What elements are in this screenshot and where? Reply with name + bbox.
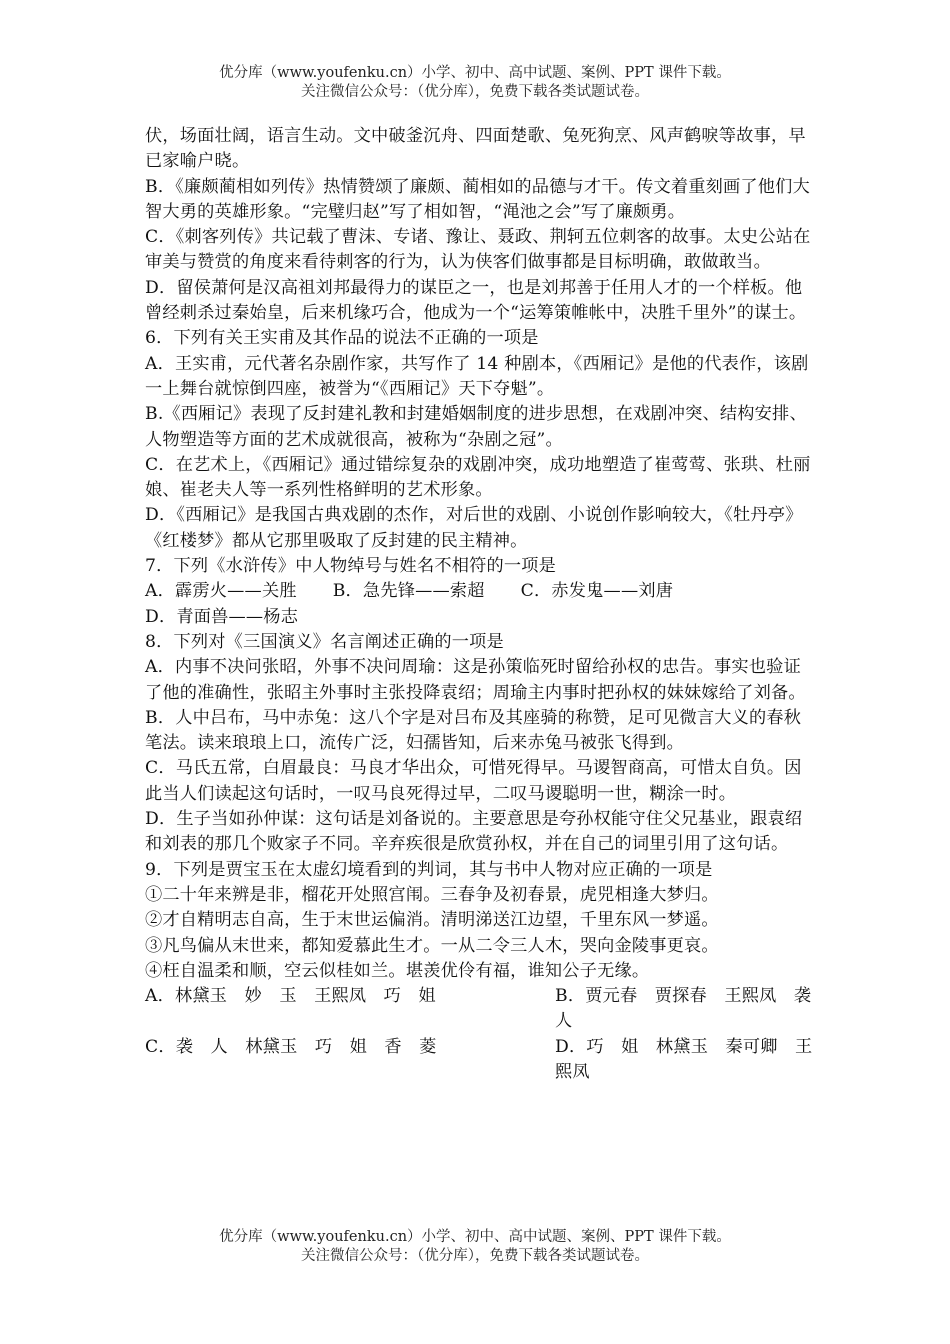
q7-stem: 7．下列《水浒传》中人物绰号与姓名不相符的一项是 <box>145 556 557 577</box>
document-body <box>145 124 829 1085</box>
q6-option-c: C．在艺术上，《西厢记》通过错综复杂的戏剧冲突，成功地塑造了崔莺莺、张珙、杜丽娘、崔老夫人等一系列性格鲜明的艺术形象。 <box>145 454 811 501</box>
q6-option-b: B.《西厢记》表现了反封建礼教和封建婚姻制度的进步思想，在戏剧冲突、结构安排、人物塑造等方面的艺术成就很高，被称为“杂剧之冠”。 <box>145 404 807 450</box>
q6-option-a: A．王实甫，元代著名杂剧作家，共写作了 14 种剧本，《西厢记》是他的代表作，该剧一上舞台就惊倒四座，被誉为“《西厢记》天下夺魁”。 <box>145 353 809 399</box>
q5-option-b: B．《廉颇蔺相如列传》热情赞颂了廉颇、蔺相如的品德与才干。传文着重刻画了他们大智大勇的英雄形象。“完璧归赵”写了相如智，“渑池之会”写了廉颇勇。 <box>145 176 810 222</box>
header-line-1: 优分库（www.youfenku.cn）小学、初中、高中试题、案例、PPT 课件下载。 <box>219 65 731 81</box>
q9-option-c: C．袭 人 林黛玉 巧 姐 香 菱 <box>145 1036 437 1057</box>
q7-option-c: C．赤发鬼——刘唐 <box>520 581 674 602</box>
page-header <box>0 64 950 102</box>
q9-verse-3: ③凡鸟偏从末世来，都知爱慕此生才。一从二令三人木，哭向金陵事更哀。 <box>145 935 719 956</box>
q8-option-b: B．人中吕布，马中赤兔：这八个字是对吕布及其座骑的称赞，足可见微言大义的春秋笔法。读来琅琅上口，流传广泛，妇孺皆知，后来赤兔马被张飞得到。 <box>145 707 802 754</box>
q7-option-b: B．急先锋——索超 <box>332 581 485 602</box>
q9-verse-1: ①二十年来辨是非，榴花开处照宫闱。三春争及初春景，虎兕相逢大梦归。 <box>145 884 719 905</box>
q9-verse-2: ②才自精明志自高，生于末世运偏消。清明涕送江边望，千里东风一梦遥。 <box>145 910 719 931</box>
q5-option-a-tail: 伏，场面壮阔，语言生动。文中破釜沉舟、四面楚歌、兔死狗烹、风声鹤唳等故事，早已家喻户晓。 <box>145 126 806 172</box>
q9-option-d: D．巧 姐 林黛玉 秦可卿 王熙凤 <box>555 1036 813 1082</box>
header-line-2: 关注微信公众号：（优分库），免费下载各类试题试卷。 <box>301 84 649 100</box>
q6-stem: 6．下列有关王实甫及其作品的说法不正确的一项是 <box>145 328 539 349</box>
q7-option-d: D．青面兽——杨志 <box>145 606 299 627</box>
q5-option-d: D．留侯萧何是汉高祖刘邦最得力的谋臣之一，也是刘邦善于任用人才的一个样板。他曾经刺杀过秦始皇，后来机缘巧合，他成为一个“运筹策帷帐中，决胜千里外”的谋士。 <box>145 277 807 324</box>
q9-option-a: A．林黛玉 妙 玉 王熙凤 巧 姐 <box>145 986 436 1007</box>
q7-options <box>145 579 817 630</box>
q8-option-d: D．生子当如孙仲谋：这句话是刘备说的。主要意思是夸孙权能守住父兄基业，跟袁绍和刘表的那几个败家子不同。辛弃疾很是欣赏孙权，并在自己的词里引用了这句话。 <box>145 809 803 855</box>
footer-line-2: 关注微信公众号：（优分库），免费下载各类试题试卷。 <box>301 1248 649 1264</box>
q9-verse-4: ④枉自温柔和顺，空云似桂如兰。堪羡优伶有福，谁知公子无缘。 <box>145 960 650 981</box>
footer-line-1: 优分库（www.youfenku.cn）小学、初中、高中试题、案例、PPT 课件下载。 <box>219 1229 731 1245</box>
page-footer <box>0 1228 950 1266</box>
q5-option-c: C．《刺客列传》共记载了曹沫、专诸、豫让、聂政、荆轲五位刺客的故事。太史公站在审美与赞赏的角度来看待刺客的行为，认为侠客们做事都是目标明确，敢做敢当。 <box>145 227 811 273</box>
q7-option-a: A．霹雳火——关胜 <box>145 581 297 602</box>
q6-option-d: D．《西厢记》是我国古典戏剧的杰作，对后世的戏剧、小说创作影响较大，《牡丹亭》《红楼梦》都从它那里吸取了反封建的民主精神。 <box>145 505 803 551</box>
q8-option-a: A．内事不决问张昭，外事不决问周瑜：这是孙策临死时留给孙权的忠告。事实也验证了他的准确性，张昭主外事时主张投降袁绍；周瑜主内事时把孙权的妹妹嫁给了刘备。 <box>145 657 806 703</box>
q8-option-c: C．马氏五常，白眉最良：马良才华出众，可惜死得早。马谡智商高，可惜太自负。因此当人们读起这句话时，一叹马良死得过早，二叹马谡聪明一世，糊涂一时。 <box>145 758 802 804</box>
q9-option-b: B．贾元春 贾探春 王熙凤 袭 人 <box>555 986 829 1032</box>
q9-options <box>145 984 829 1085</box>
q9-stem: 9．下列是贾宝玉在太虚幻境看到的判词，其与书中人物对应正确的一项是 <box>145 859 713 880</box>
q8-stem: 8．下列对《三国演义》名言阐述正确的一项是 <box>145 631 504 652</box>
